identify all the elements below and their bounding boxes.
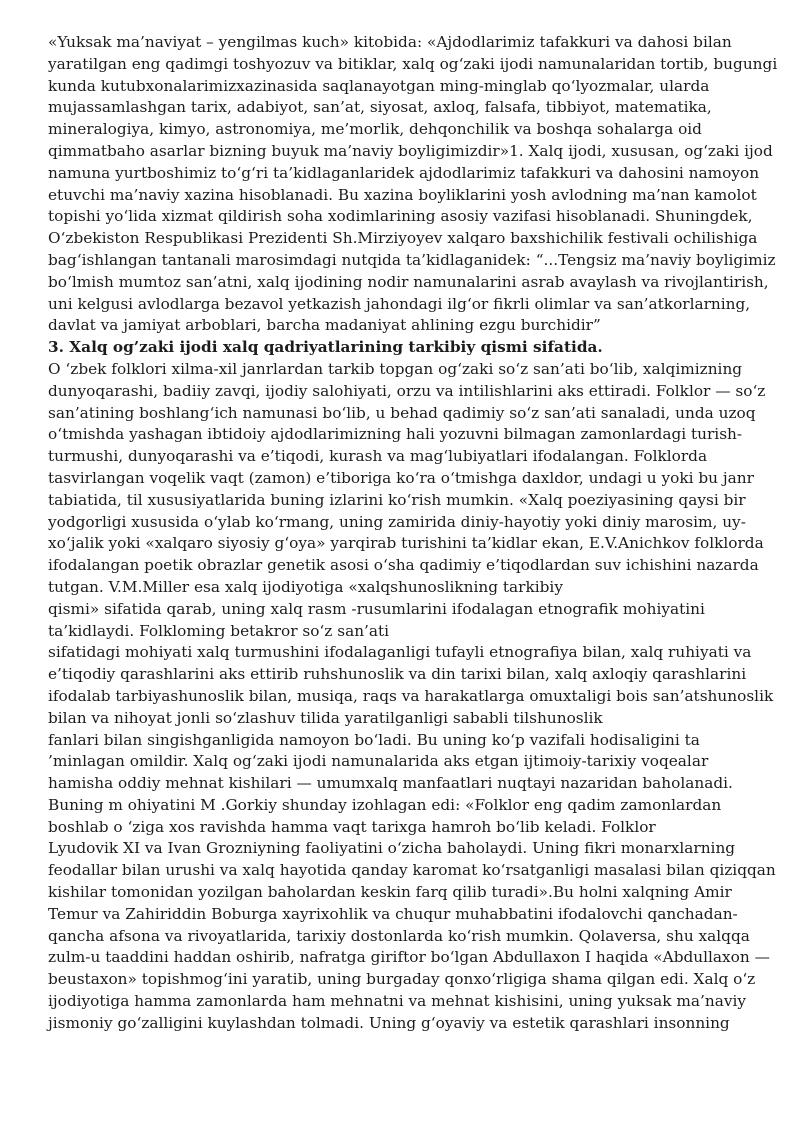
text-line: davlat va jamiyat arboblari, barcha madaniyat ahlining ezgu burchidir” xyxy=(48,316,601,335)
text-line: yaratilgan eng qadimgi toshyozuv va bitiklar, xalq og‘zaki ijodi namunalaridan tortib, bugungi xyxy=(48,54,778,73)
text-line: Buning m ohiyatini M .Gorkiy shunday izohlagan edi: «Folklor eng qadim zamonlardan xyxy=(48,795,722,814)
text-line: sifatidagi mohiyati xalq turmushini ifodalaganligi tufayli etnografiya bilan, xalq ruhiyati va xyxy=(48,643,752,662)
text-line: qancha afsona va rivoyatlarida, tarixiy dostonlarda ko‘rish mumkin. Qolaversa, shu xalqqa xyxy=(48,926,750,945)
text-line: qismi» sifatida qarab, uning xalq rasm -rusumlarini ifodalagan etnografik mohiyatini xyxy=(48,599,705,618)
text-line: jismoniy go‘zalligini kuylashdan tolmadi. Uning g‘oyaviy va estetik qarashlari insonning xyxy=(48,1013,730,1032)
text-line: hamisha oddiy mehnat kishilari — umumxalq manfaatlari nuqtayi nazaridan baholanadi. xyxy=(48,774,733,793)
text-line: ta’kidlaydi. Folkloming betakror so‘z san’ati xyxy=(48,621,390,640)
text-line: Lyudovik XI va Ivan Grozniyning faoliyatini o‘zicha baholaydi. Uning fikri monarxlarning xyxy=(48,839,736,858)
text-line: tasvirlangan voqelik vaqt (zamon) e’tiboriga ko‘ra o‘tmishga daxldor, undagi u yoki bu janr xyxy=(48,468,754,487)
text-line: bo‘lmish mumtoz san’atni, xalq ijodining nodir namunalarini asrab avaylash va rivojlantirish, xyxy=(48,272,769,291)
text-line: bag‘ishlangan tantanali marosimdagi nutqida ta’kidlaganidek: “...Tengsiz ma’naviy boyligimiz xyxy=(48,250,776,269)
text-line: uni kelgusi avlodlarga bezavol yetkazish jahondagi ilg‘or fikrli olimlar va san’atkorlarning, xyxy=(48,294,751,313)
text-line: «Yuksak ma’naviyat – yengilmas kuch» kitobida: «Ajdodlarimiz tafakkuri va dahosi bilan xyxy=(48,33,732,51)
text-line: mujassamlashgan tarix, adabiyot, san’at, siyosat, axloq, falsafa, tibbiyot, matematika, xyxy=(48,98,712,117)
text-line: O‘zbekiston Respublikasi Prezidenti Sh.Mirziyoyev xalqaro baxshichilik festivali ochilishiga xyxy=(48,229,758,248)
text-line: ifodalab tarbiyashunoslik bilan, musiqa, raqs va harakatlarga omuxtaligi bois san’atshunoslik xyxy=(48,686,774,705)
text-line: tutgan. V.M.Miller esa xalq ijodiyotiga «xalqshunoslikning tarkibiy xyxy=(48,577,563,596)
text-line: namuna yurtboshimiz to‘g‘ri ta’kidlaganlaridek ajdodlarimiz tafakkuri va dahosini namoyon xyxy=(48,163,760,182)
text-line: kunda kutubxonalarimizxazinasida saqlanayotgan ming-minglab qo‘lyozmalar, ularda xyxy=(48,76,710,95)
text-line: feodallar bilan urushi va xalq hayotida qanday karomat ko‘rsatganligi masalasi bilan qiziqqan xyxy=(48,861,776,880)
intro-paragraph xyxy=(48,32,778,337)
text-line: dunyoqarashi, badiiy zavqi, ijodiy salohiyati, orzu va intilishlarini aks ettiradi. Folklor — so‘z xyxy=(48,381,766,400)
section-heading: 3. Xalq og’zaki ijodi xalq qadriyatlarining tarkibiy qismi sifatida. xyxy=(48,338,603,357)
text-line: fanlari bilan singishganligida namoyon bo‘ladi. Bu uning ko‘p vazifali hodisaligini ta xyxy=(48,730,700,749)
text-line: yodgorligi xususida o‘ylab ko‘rmang, uning zamirida diniy-hayotiy yoki diniy marosim, uy- xyxy=(48,512,746,531)
text-line: xo‘jalik yoki «xalqaro siyosiy g‘oya» yarqirab turishini ta’kidlar ekan, E.V.Anichkov folklorda xyxy=(48,534,764,553)
text-line: ijodiyotiga hamma zamonlarda ham mehnatni va mehnat kishisini, uning yuksak ma’naviy xyxy=(48,992,747,1011)
text-line: bilan va nihoyat jonli so‘zlashuv tilida yaratilganligi sababli tilshunoslik xyxy=(48,708,603,727)
text-line: ifodalangan poetik obrazlar genetik asosi o‘sha qadimiy e’tiqodlardan suv ichishini nazarda xyxy=(48,556,759,575)
text-line: o‘tmishda yashagan ibtidoiy ajdodlarimizning hali yozuvni bilmagan zamonlardagi turish- xyxy=(48,425,743,444)
text-line: topishi yo‘lida xizmat qildirish soha xodimlarining asosiy vazifasi hisoblanadi. Shuningdek, xyxy=(48,207,753,226)
text-line: zulm-u taaddini haddan oshirib, nafratga giriftor bo‘lgan Abdullaxon I haqida «Abdullaxon — xyxy=(48,948,770,967)
text-line: e’tiqodiy qarashlarini aks ettirib ruhshunoslik va din tarixi bilan, xalq axloqiy qarashlarini xyxy=(48,665,747,684)
text-line: qimmatbaho asarlar bizning buyuk ma’naviy boyligimizdir»1. Xalq ijodi, xususan, og‘zaki ijod xyxy=(48,141,773,160)
text-line: ’minlagan omildir. Xalq og‘zaki ijodi namunalarida aks etgan ijtimoiy-tarixiy voqealar xyxy=(48,752,709,771)
text-line: etuvchi ma’naviy xazina hisoblanadi. Bu xazina boyliklarini yosh avlodning ma’nan kamolot xyxy=(48,185,757,204)
text-line: kishilar tomonidan yozilgan baholardan keskin farq qilib turadi».Bu holni xalqning Amir xyxy=(48,883,732,902)
text-line: boshlab o ‘ziga xos ravishda hamma vaqt tarixga hamroh bo‘lib keladi. Folklor xyxy=(48,817,656,836)
text-line: Temur va Zahiriddin Boburga xayrixohlik va chuqur muhabbatini ifodalovchi qanchadan- xyxy=(48,904,738,923)
text-line: beustaxon» topishmog‘ini yaratib, uning burgaday qonxo‘rligiga shama qilgan edi. Xalq o‘z xyxy=(48,970,756,989)
text-line: san’atining boshlang‘ich namunasi bo‘lib, u behad qadimiy so‘z san’ati sanaladi, unda uzoq xyxy=(48,403,756,422)
text-line: O ‘zbek folklori xilma-xil janrlardan tarkib topgan og‘zaki so‘z san’ati bo‘lib, xalqimizning xyxy=(48,359,743,378)
section-body xyxy=(48,359,774,1035)
text-line: mineralogiya, kimyo, astronomiya, me’morlik, dehqonchilik va boshqa sohalarga oid xyxy=(48,120,702,139)
text-line: tabiatida, til xususiyatlarida buning izlarini ko‘rish mumkin. «Xalq poeziyasining qaysi bir xyxy=(48,490,746,509)
text-line: turmushi, dunyoqarashi va e’tiqodi, kurash va mag‘lubiyatlari ifodalangan. Folklorda xyxy=(48,447,708,466)
